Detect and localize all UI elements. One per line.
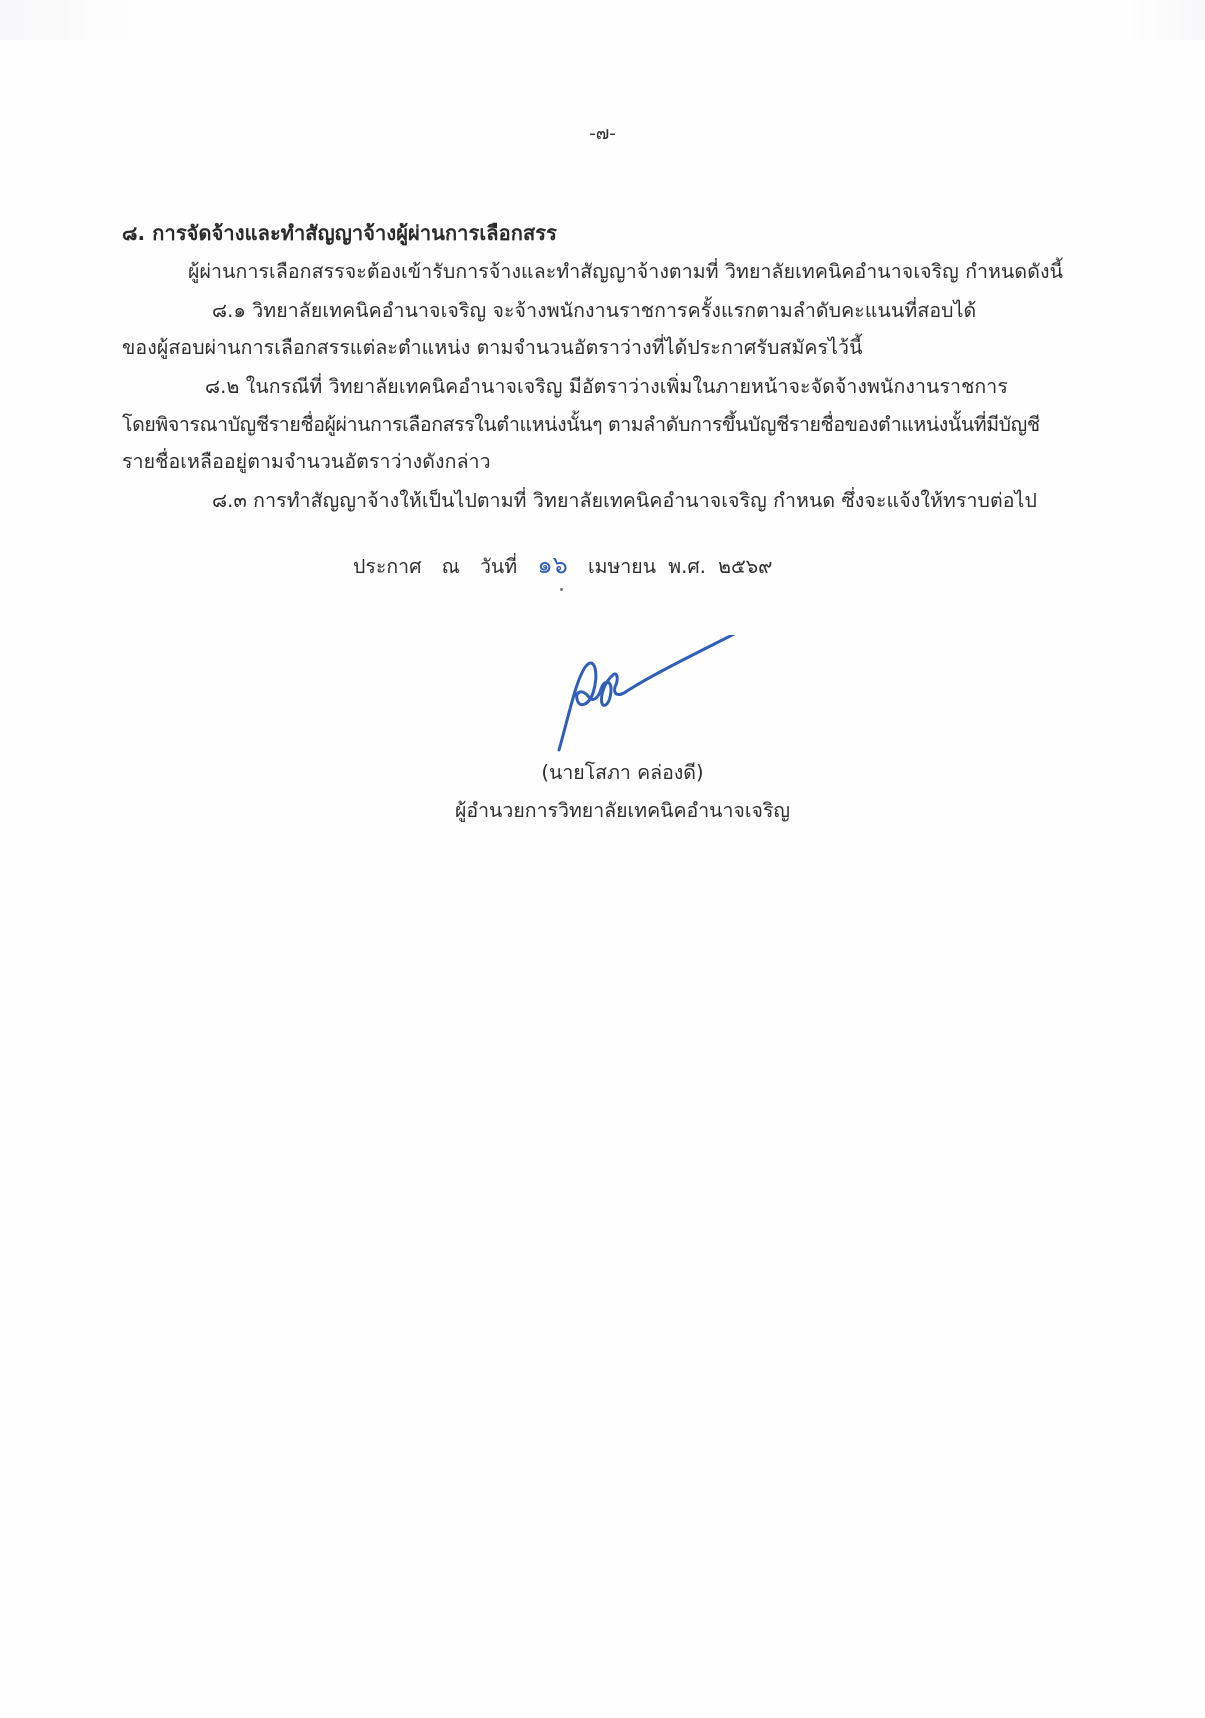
day-label: วันที่ (479, 555, 518, 578)
signature-icon (555, 635, 755, 755)
item-8-2-line-2: โดยพิจารณาบัญชีรายชื่อผู้ผ่านการเลือกสรรในตำแหน่งนั้นๆ ตามลำดับการขึ้นบัญชีรายชื่อของตำแหน่งนั้นที่มีบัญชี (122, 413, 1040, 436)
year: ๒๕๖๙ (718, 555, 773, 578)
handwritten-day: ๑๖ (537, 551, 568, 579)
item-8-2-line-1: ๘.๒ ในกรณีที่ วิทยาลัยเทคนิคอำนาจเจริญ มีอัตราว่างเพิ่มในภายหน้าจะจัดจ้างพนักงานราชการ (205, 375, 1008, 398)
announcement-date (353, 545, 772, 584)
month: เมษายน (587, 555, 657, 578)
item-8-3-line-1: ๘.๓ การทำสัญญาจ้างให้เป็นไปตามที่ วิทยาลัยเทคนิคอำนาจเจริญ กำหนด ซึ่งจะแจ้งให้ทราบต่อไป (212, 489, 1037, 512)
section-intro: ผู้ผ่านการเลือกสรรจะต้องเข้ารับการจ้างและทำสัญญาจ้างตามที่ วิทยาลัยเทคนิคอำนาจเจริญ กำหนดดังนี้ (188, 260, 1064, 283)
item-8-1-line-2: ของผู้สอบผ่านการเลือกสรรแต่ละตำแหน่ง ตามจำนวนอัตราว่างที่ได้ประกาศรับสมัครไว้นี้ (122, 336, 863, 359)
announcement-prefix: ประกาศ (353, 555, 422, 578)
stray-mark (560, 588, 563, 591)
scan-artifact (0, 0, 140, 40)
era: พ.ศ. (668, 555, 706, 578)
scan-artifact (1125, 0, 1205, 40)
section-heading: ๘. การจัดจ้างและทำสัญญาจ้างผู้ผ่านการเลือกสรร (122, 221, 557, 245)
item-8-2-line-3: รายชื่อเหลืออยู่ตามจำนวนอัตราว่างดังกล่าว (122, 450, 491, 473)
signer-title: ผู้อำนวยการวิทยาลัยเทคนิคอำนาจเจริญ (454, 799, 791, 822)
item-8-1-line-1: ๘.๑ วิทยาลัยเทคนิคอำนาจเจริญ จะจ้างพนักงานราชการครั้งแรกตามลำดับคะแนนที่สอบได้ (212, 299, 977, 322)
signer-name: (นายโสภา คล่องดี) (541, 761, 704, 784)
announcement-at: ณ (441, 555, 460, 578)
page-number: -๗- (589, 123, 616, 144)
